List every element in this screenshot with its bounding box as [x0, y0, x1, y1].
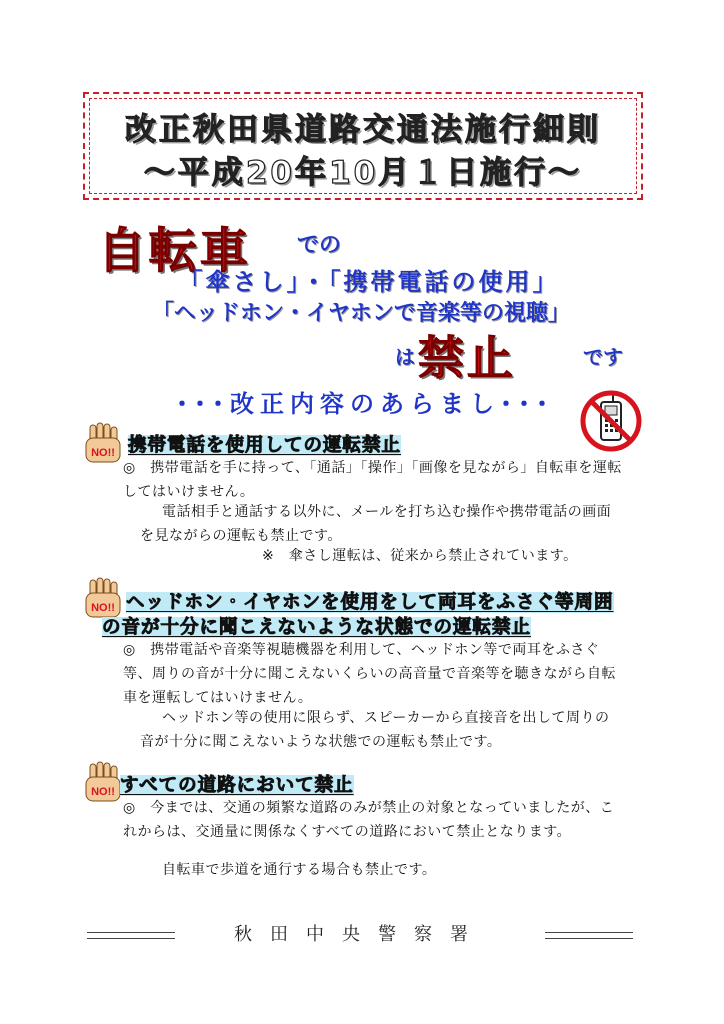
- section-3-heading: すべての道路において禁止: [120, 775, 354, 796]
- no-phone-icon: [578, 388, 644, 454]
- section-1-note: ※ 傘さし運転は、従来から禁止されています。: [262, 548, 578, 564]
- headline-ending: です: [583, 345, 623, 369]
- section-2-paragraph-2: ヘッドホン等の使用に限らず、スピーカーから直接音を出して周りの音が十分に聞こえないような状態での運転も禁止です。: [140, 710, 610, 751]
- footer-rule-left: [87, 932, 175, 939]
- no-badge-label: NO!!: [91, 447, 115, 459]
- section-3-paragraph-1: ◎ 今までは、交通の頻繁な道路のみが禁止の対象となっていましたが、これからは、交通量に関係なくすべての道路において禁止となります。: [123, 800, 615, 841]
- summary-heading: ･･･改正内容のあらまし･･･: [176, 390, 554, 418]
- no-badge-label: NO!!: [91, 786, 115, 798]
- footer-rule-right: [545, 932, 633, 939]
- headline-particle: は: [395, 345, 415, 369]
- headline-prohibited: 禁止: [418, 331, 516, 385]
- headline-ban-line-1: 「傘さし」・「携帯電話の使用」: [178, 268, 560, 296]
- effective-date: ～平成20年10月１日施行～: [143, 155, 583, 191]
- page-title: 改正秋田県道路交通法施行細則: [125, 112, 601, 148]
- headline-bicycle-suffix: での: [297, 233, 342, 258]
- section-2-heading-line-1: ヘッドホン・イヤホンを使用をして両耳をふさぐ等周囲: [126, 592, 614, 613]
- footer-organization: 秋田中央警察署: [234, 924, 486, 945]
- section-1-heading: 携帯電話を使用しての運転禁止: [128, 435, 402, 456]
- title-box: [83, 92, 643, 200]
- section-1-paragraph-1: ◎ 携帯電話を手に持って、「通話」「操作」「画像を見ながら」自転車を運転してはいけません。: [123, 460, 622, 501]
- section-2-heading-line-2: の音が十分に聞こえないような状態での運転禁止: [102, 617, 532, 638]
- headline-ban-line-2: 「ヘッドホン・イヤホンで音楽等の視聴」: [151, 301, 570, 326]
- no-hand-badge-icon: [80, 422, 128, 466]
- no-badge-label: NO!!: [91, 602, 115, 614]
- headline-bicycle: 自転車: [98, 223, 252, 279]
- section-3-paragraph-2: 自転車で歩道を通行する場合も禁止です。: [162, 862, 437, 878]
- section-2-paragraph-1: ◎ 携帯電話や音楽等視聴機器を利用して、ヘッドホン等で両耳をふさぐ等、周りの音が十分に聞こえないくらいの高音量で音楽等を聴きながら自転車を運転してはいけません。: [123, 642, 616, 707]
- section-1-paragraph-2: 電話相手と通話する以外に、メールを打ち込む操作や携帯電話の画面を見ながらの運転も禁止です。: [140, 504, 612, 545]
